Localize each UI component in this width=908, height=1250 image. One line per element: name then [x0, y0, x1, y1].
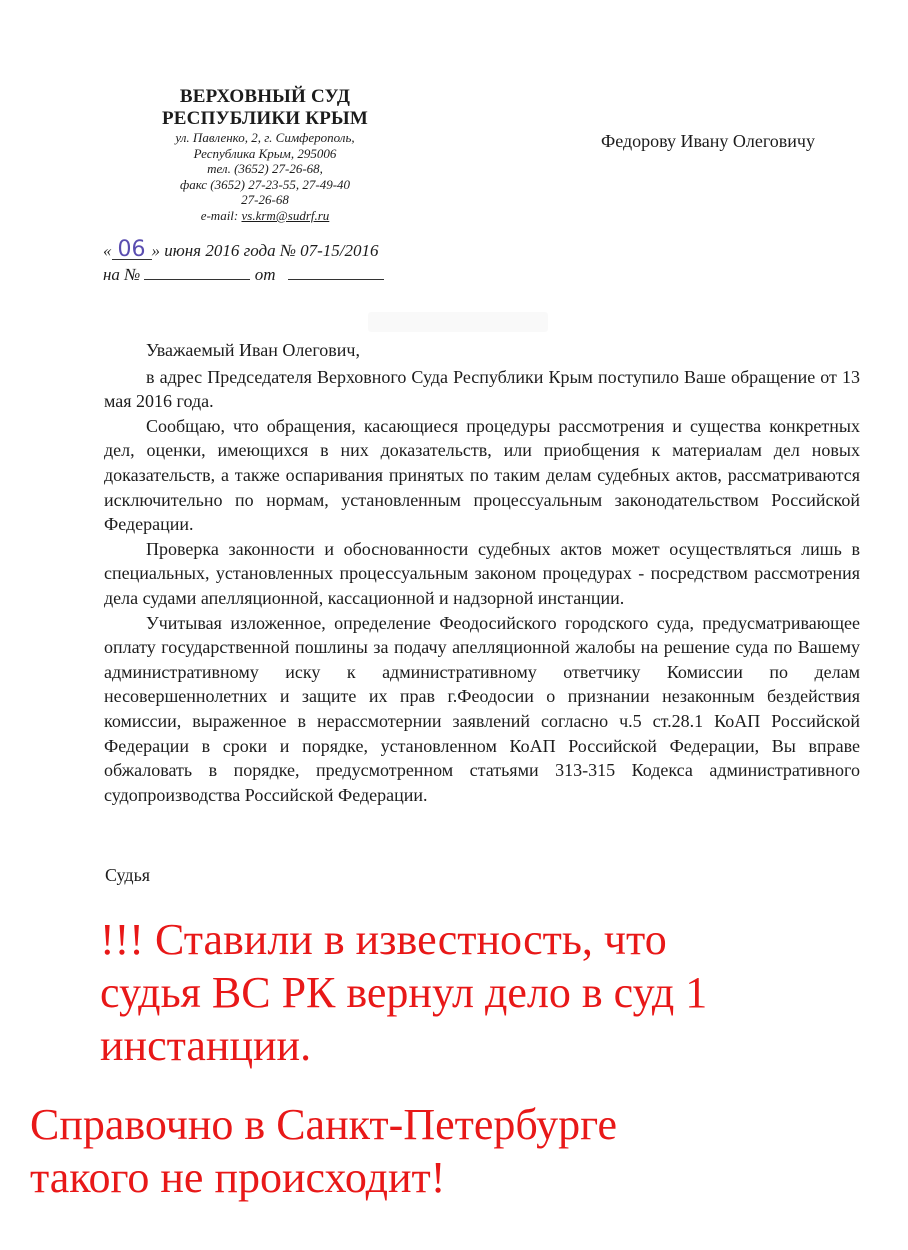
greeting: Уважаемый Иван Олегович, — [146, 340, 360, 360]
faint-stamp-mark — [368, 312, 548, 332]
annotation-block-2 — [30, 1098, 617, 1204]
ref-prefix: на № — [103, 265, 141, 284]
date-open-quote: « — [103, 241, 112, 260]
court-name-line2: РЕСПУБЛИКИ КРЫМ — [161, 108, 369, 129]
ref-mid: от — [254, 265, 276, 284]
letter-body — [104, 338, 860, 807]
annotation-block-1 — [100, 913, 707, 1072]
court-address-line1: ул. Павленко, 2, г. Симферополь, — [175, 130, 355, 145]
email-label: e-mail: — [200, 207, 242, 223]
recipient-name: Федорову Ивану Олеговичу — [601, 131, 815, 151]
court-email — [140, 208, 390, 224]
date-close-quote: » — [151, 241, 160, 260]
annotation-line-2: судья ВС РК вернул дело в суд 1 — [100, 968, 708, 1017]
court-fax-line1: факс (3652) 27-23-55, 27-49-40 — [179, 176, 351, 192]
court-phone: тел. (3652) 27-26-68, — [207, 161, 323, 177]
letterhead — [140, 86, 390, 224]
paragraph-3: Проверка законности и обоснованности судебных актов может осуществляться лишь в специальных, установленных процессуальным законом процедурах - посредством рассмотрения дела судами апелляционной, кассационной и надзорной инстанции. — [104, 538, 860, 608]
court-fax-line2: 27-26-68 — [241, 192, 289, 208]
signer-title: Судья — [105, 865, 151, 885]
ref-number-blank — [144, 265, 250, 280]
annotation-line-4: Справочно в Санкт-Петербурге — [30, 1100, 618, 1149]
annotation-line-5: такого не происходит! — [30, 1153, 446, 1202]
annotation-line-3: инстанции. — [100, 1021, 312, 1070]
paragraph-2: Сообщаю, что обращения, касающиеся процедуры рассмотрения и существа конкретных дел, оценки, имеющихся в них доказательств, или приобщения к материалам дел новых доказательств, а также оспаривания принятых по таким делам судебных актов, рассматриваются исключительно по нормам, установленным процессуальным законодательством Российской Федерации. — [104, 415, 860, 535]
ref-date-blank — [288, 265, 384, 280]
court-address-line2: Республика Крым, 295006 — [193, 145, 337, 161]
email-link[interactable]: vs.krm@sudrf.ru — [241, 207, 330, 223]
annotation-line-1: !!! Ставили в известность, что — [100, 915, 667, 964]
reference-line — [103, 265, 384, 285]
handwritten-day: 06 — [112, 241, 152, 260]
date-rest: июня 2016 года № 07-15/2016 — [160, 241, 379, 260]
paragraph-1: в адрес Председателя Верховного Суда Республики Крым поступило Ваше обращение от 13 мая 2016 года. — [104, 366, 860, 412]
court-name-line1: ВЕРХОВНЫЙ СУД — [179, 86, 351, 107]
paragraph-4: Учитывая изложенное, определение Феодосийского городского суда, предусматривающее оплату государственной пошлины за подачу апелляционной жалобы на решение суда по Вашему административному иску к административному ответчику Комиссии по делам несовершеннолетних и защите их прав г.Феодосии о признании незаконным бездействия комиссии, выраженное в нерассмотернии заявлений согласно ч.5 ст.28.1 КоАП Российской Федерации в сроки и порядке, установленном КоАП Российской Федерации, Вы вправе обжаловать в порядке, предусмотренном статьями 313-315 Кодекса административного судопроизводства Российской Федерации. — [104, 612, 860, 805]
letter-date-number — [103, 237, 379, 262]
